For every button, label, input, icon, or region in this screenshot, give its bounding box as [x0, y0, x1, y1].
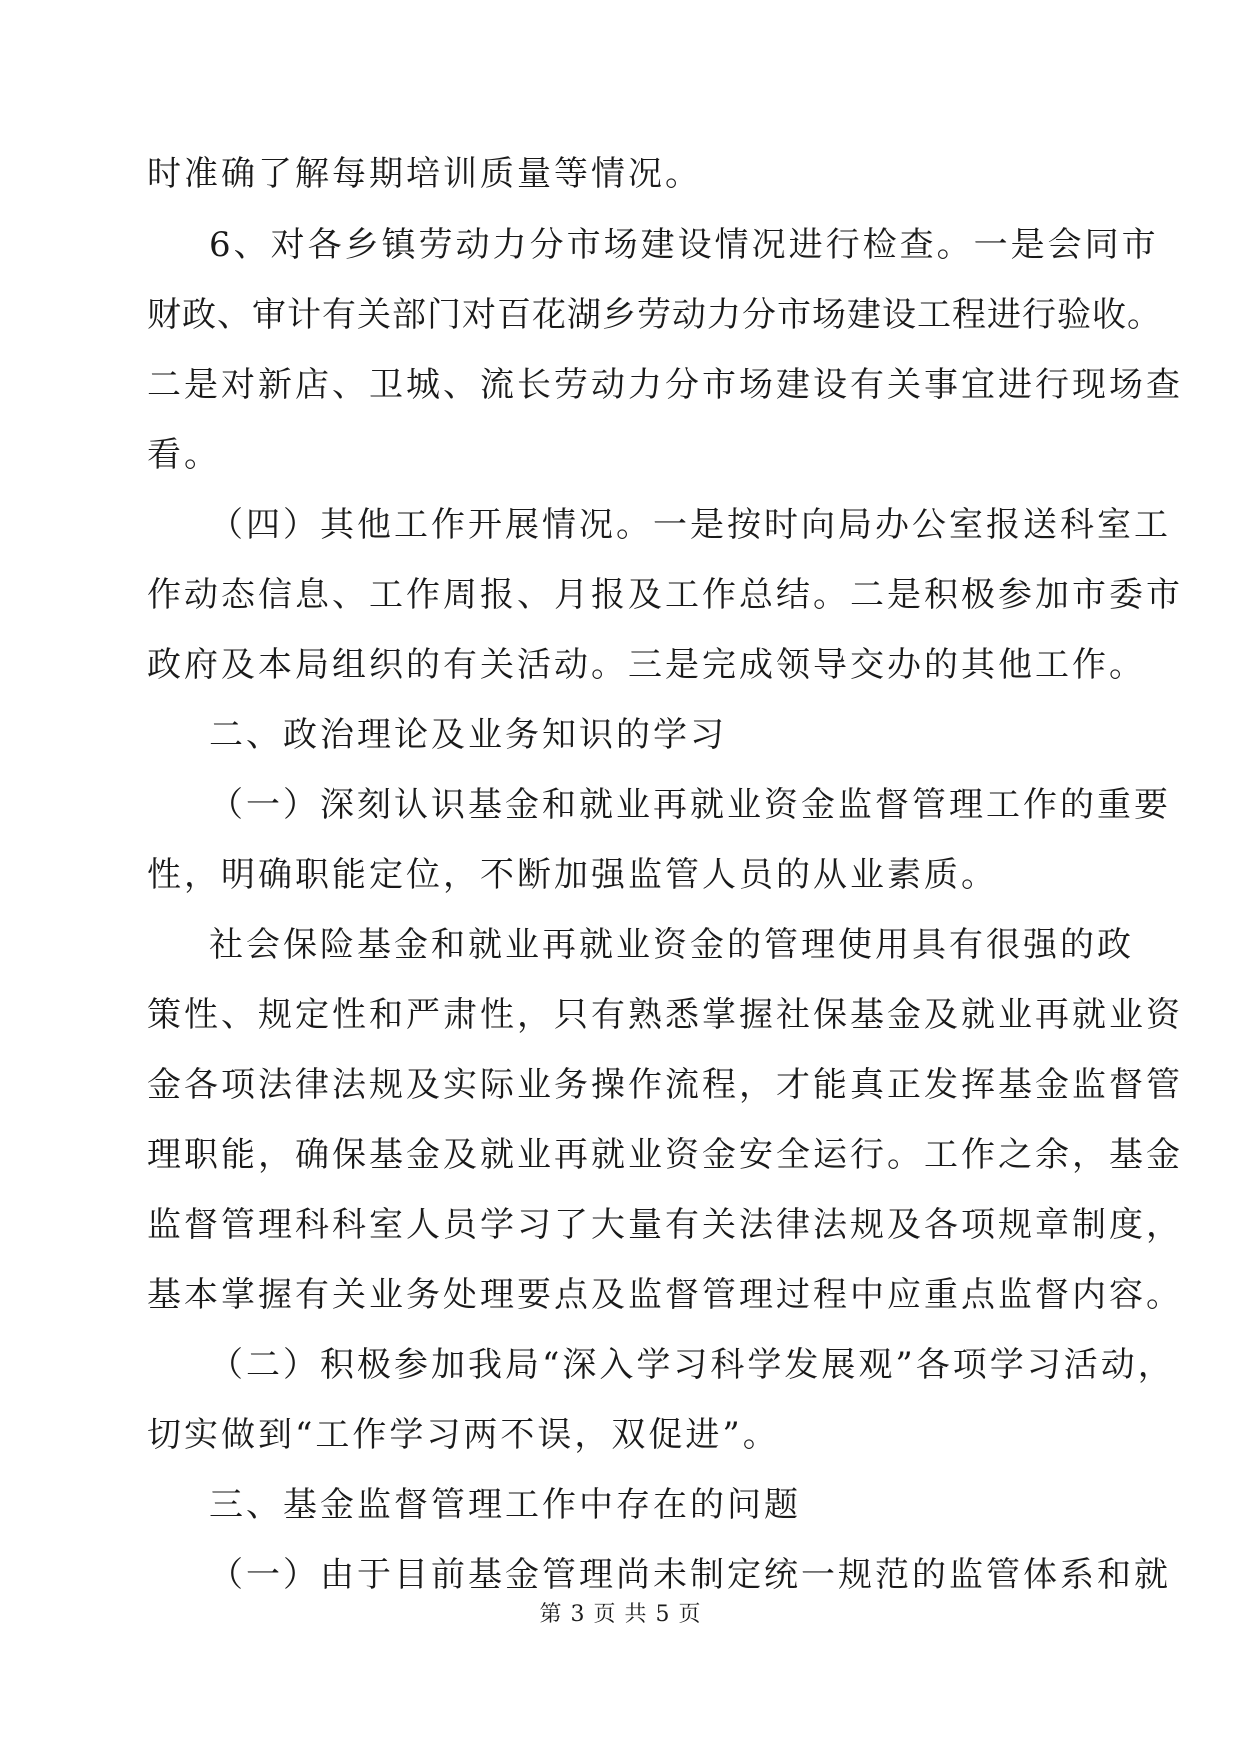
text-line: 监督管理科科室人员学习了大量有关法律法规及各项规章制度， — [147, 1205, 1183, 1245]
text-line: 6、对各乡镇劳动力分市场建设情况进行检查。一是会同市 — [209, 225, 1159, 265]
text-line: 切实做到“工作学习两不误，双促进”。 — [147, 1415, 780, 1455]
text-line: 作动态信息、工作周报、月报及工作总结。二是积极参加市委市 — [147, 575, 1183, 615]
text-line: （二）积极参加我局“深入学习科学发展观”各项学习活动， — [209, 1345, 1175, 1385]
text-line: （一）由于目前基金管理尚未制定统一规范的监管体系和就 — [209, 1555, 1171, 1595]
text-line: 基本掌握有关业务处理要点及监督管理过程中应重点监督内容。 — [147, 1275, 1183, 1315]
text-line: 看。 — [147, 435, 221, 475]
text-line: 财政、审计有关部门对百花湖乡劳动力分市场建设工程进行验收。 — [147, 295, 1162, 335]
text-line: 性，明确职能定位，不断加强监管人员的从业素质。 — [147, 855, 998, 895]
text-line: （四）其他工作开展情况。一是按时向局办公室报送科室工 — [209, 505, 1171, 545]
section-heading: 二、政治理论及业务知识的学习 — [209, 715, 727, 755]
text-line: 金各项法律法规及实际业务操作流程，才能真正发挥基金监督管 — [147, 1065, 1183, 1105]
section-heading: 三、基金监督管理工作中存在的问题 — [209, 1485, 801, 1525]
text-line: 策性、规定性和严肃性，只有熟悉掌握社保基金及就业再就业资 — [147, 995, 1183, 1035]
text-line: 二是对新店、卫城、流长劳动力分市场建设有关事宜进行现场查 — [147, 365, 1183, 405]
text-line: （一）深刻认识基金和就业再就业资金监督管理工作的重要 — [209, 785, 1171, 825]
text-line: 理职能，确保基金及就业再就业资金安全运行。工作之余，基金 — [147, 1135, 1183, 1175]
text-line: 政府及本局组织的有关活动。三是完成领导交办的其他工作。 — [147, 645, 1146, 685]
page-footer: 第 3 页 共 5 页 — [539, 1602, 702, 1627]
text-line: 社会保险基金和就业再就业资金的管理使用具有很强的政 — [209, 925, 1134, 965]
text-line: 时准确了解每期培训质量等情况。 — [147, 154, 702, 194]
